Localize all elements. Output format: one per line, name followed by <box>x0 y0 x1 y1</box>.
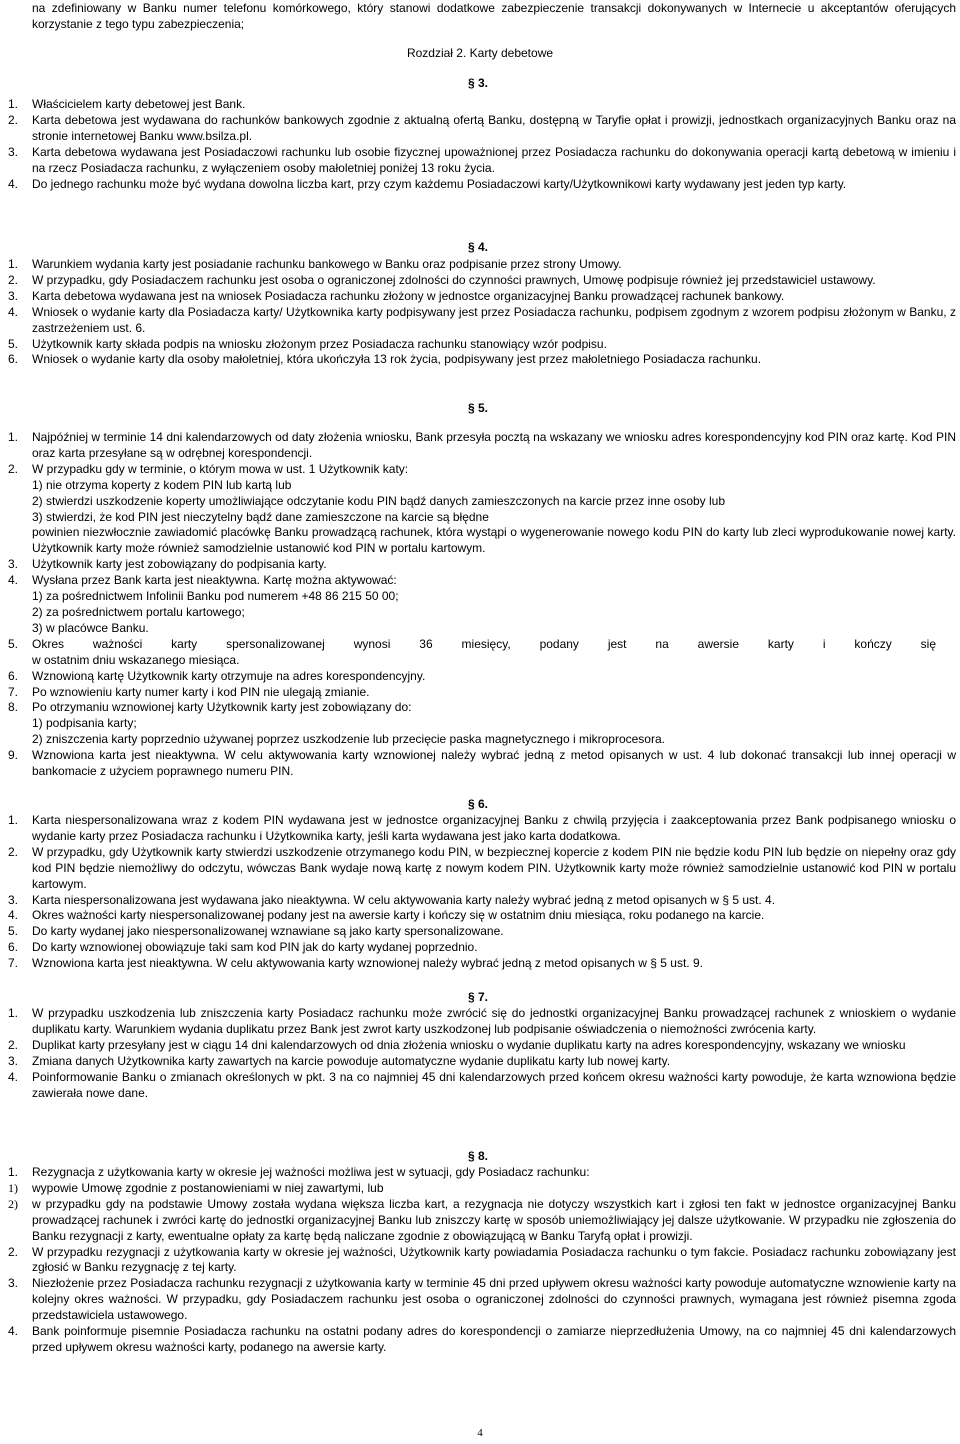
list-item: 2. Karta debetowa jest wydawana do rachunków bankowych zgodnie z aktualną ofertą Banku, dostępną w Taryfie opłat i prowizji, jednostkach organizacyjnych Banku oraz na stronie internetowej Banku www.bsilza.pl. <box>8 112 956 143</box>
section-3-heading: § 3. <box>468 76 489 90</box>
list-subitem: 2) zniszczenia karty poprzednio używanej poprzez uszkodzenie lub przecięcie paska magnetycznego i mikroprocesora. <box>32 732 665 747</box>
list-item: 4. Wysłana przez Bank karta jest nieaktywna. Kartę można aktywować: <box>8 573 397 588</box>
list-item: 3. Karta debetowa wydawana jest Posiadaczowi rachunku lub osobie fizycznej upoważnionej przez Posiadacza rachunku do dokonywania operacji kartą debetową w imieniu i na rzecz Posiadacza rachunku, z wyłączeniem osoby małoletniej poniżej 13 roku życia. <box>8 144 956 175</box>
list-subitem: 1) za pośrednictwem Infolinii Banku pod numerem +48 86 215 50 00; <box>32 589 399 604</box>
list-item: 1. Karta niespersonalizowana wraz z kodem PIN wydawana jest w jednostce organizacyjnej Banku z chwilą przyjęcia i zaakceptowania przez Bank podpisanego wniosku o wydanie karty przez Posiadacza rachunku i Użytkownika karty, jeśli karta wydawana jest jako karta dodatkowa. <box>8 813 956 843</box>
list-item: 5. Okres ważności karty spersonalizowanej wynosi 36 miesięcy, podany jest na awersie karty i kończy się <box>8 636 936 651</box>
list-subitem: 3) stwierdzi, że kod PIN jest nieczytelny bądź dane zamieszczone na karcie są błędne <box>32 509 489 524</box>
list-subitem: 2) stwierdzi uszkodzenie koperty umożliwiające odczytanie kodu PIN bądź danych zamieszczonych na karcie przez inne osoby lub <box>32 493 726 508</box>
list-item: 3. Zmiana danych Użytkownika karty zawartych na karcie powoduje automatyczne wydanie duplikatu karty lub nowej karty. <box>8 1053 671 1068</box>
list-subitem: 3) w placówce Banku. <box>32 620 149 635</box>
list-item: 3. Użytkownik karty jest zobowiązany do podpisania karty. <box>8 557 327 572</box>
list-subitem: powinien niezwłocznie zawiadomić placówkę Banku prowadzącą rachunek, która wystąpi o wygenerowanie nowego kodu PIN do karty lub zleci wyprodukowanie nowej karty. Użytkownik karty może również samodzielnie ustanowić kod PIN w portalu kartowym. <box>32 525 956 556</box>
list-item: 2. W przypadku rezygnacji z użytkowania karty w okresie jej ważności, Użytkownik karty powiadamia Posiadacza rachunku o tym fakcie. Posiadacz rachunku zobowiązany jest zgłosić w Banku rezygnację z tej karty. <box>8 1244 956 1275</box>
list-item: 2. Duplikat karty przesyłany jest w ciągu 14 dni kalendarzowych od dnia złożenia wniosku o wydanie duplikatu karty na adres korespondencyjny, wskazany we wniosku <box>8 1037 906 1052</box>
intro-paragraph: na zdefiniowany w Banku numer telefonu komórkowego, który stanowi dodatkowe zabezpieczenie transakcji dokonywanych w Internecie u akceptantów oferujących korzystanie z tego typu zabezpieczenia; <box>32 1 956 31</box>
section-7-list <box>8 1006 956 1101</box>
list-item: 6. Do karty wznowionej obowiązuje taki sam kod PIN jak do karty wydanej poprzednio. <box>8 940 478 955</box>
list-item: 4. Bank poinformuje pisemnie Posiadacza rachunku na ostatni podany adres do korespondencji o zamiarze nieprzedłużenia Umowy, na co najmniej 45 dni kalendarzowych przed upływem okresu ważności karty, podanego na awersie karty. <box>8 1324 956 1354</box>
list-item: 3. Karta debetowa wydawana jest na wniosek Posiadacza rachunku złożony w jednostce organizacyjnej Banku prowadzącej rachunek bankowy. <box>8 288 785 303</box>
list-subitem: 1) podpisania karty; <box>32 716 137 731</box>
list-item: 2. W przypadku gdy w terminie, o którym mowa w ust. 1 Użytkownik katy: <box>8 461 409 476</box>
section-6-heading: § 6. <box>468 797 489 811</box>
list-item: 6. Wznowioną kartę Użytkownik karty otrzymuje na adres korespondencyjny. <box>8 668 426 683</box>
section-4-list <box>8 257 956 368</box>
list-item: 3. Karta niespersonalizowana jest wydawana jako nieaktywna. W celu aktywowania karty należy wybrać jedną z metod opisanych w § 5 ust. 4. <box>8 892 776 907</box>
section-5-heading: § 5. <box>468 401 489 415</box>
section-3-list <box>8 97 956 192</box>
list-item: 5. Do karty wydanej jako niespersonalizowanej wznawiane są jako karty spersonalizowane. <box>8 924 504 939</box>
list-subitem: 2) za pośrednictwem portalu kartowego; <box>32 604 245 619</box>
list-item: 1. W przypadku uszkodzenia lub zniszczenia karty Posiadacz rachunku może zwrócić się do jednostki organizacyjnej Banku prowadzącej rachunek z wnioskiem o wydanie duplikatu karty. Warunkiem wydania duplikatu przez Bank jest zwrot karty uszkodzonej lub podpisanie oświadczenia o niemożności zwrócenia karty. <box>8 1006 956 1036</box>
list-item: 1. Rezygnacja z użytkowania karty w okresie jej ważności możliwa jest w sytuacji, gdy Posiadacz rachunku: <box>8 1165 590 1179</box>
list-item: 9. Wznowiona karta jest nieaktywna. W celu aktywowania karty wznowionej należy wybrać jedną z metod opisanych w ust. 4 lub dokonać transakcji lub innej operacji w bankomacie z użyciem poprawnego numeru PIN. <box>8 748 956 779</box>
list-subitem: 1) wypowie Umowę zgodnie z postanowieniami w niej zawartymi, lub <box>8 1180 384 1195</box>
list-item: 4. Poinformowanie Banku o zmianach określonych w pkt. 3 na co najmniej 45 dni kalendarzowych przed końcem okresu ważności karty powoduje, że karta wznowiona będzie zawierała nowe dane. <box>8 1069 956 1100</box>
list-item: 2. W przypadku, gdy Użytkownik karty stwierdzi uszkodzenie otrzymanego kodu PIN, w bezpiecznej kopercie z kodem PIN nie będzie kodu PIN lub będzie on niepełny oraz gdy kod PIN będzie niemożliwy do odczytu, wówczas Bank wydaje nową kartę z nowym kodem PIN. Użytkownik karty może również samodzielnie ustanowić kod PIN w portalu kartowym. <box>8 844 956 891</box>
section-7-heading: § 7. <box>468 990 489 1004</box>
section-5-list <box>8 430 956 780</box>
list-subitem: 2) w przypadku gdy na podstawie Umowy została wydana większa liczba kart, a rezygnacja nie dotyczy wszystkich kart i zgłosi ten fakt w jednostce organizacyjnej Banku prowadzącej rachunek i zwróci kartę do jednostki organizacyjnej Banku lub zniszczy kartę w sposób uniemożliwiający jej dalsze użytkowanie. W przypadku nie zgłoszenia do Banku rezygnacji z karty, ewentualne opłaty za kartę będą naliczane zgodnie z obowiązującą w Banku Taryfą opłat i prowizji. <box>8 1196 956 1243</box>
list-item: 7. Wznowiona karta jest nieaktywna. W celu aktywowania karty wznowionej należy wybrać jedną z metod opisanych w § 5 ust. 9. <box>8 956 703 971</box>
list-item: 5. Użytkownik karty składa podpis na wniosku złożonym przez Posiadacza rachunku stanowiący wzór podpisu. <box>8 336 607 351</box>
list-item: 6. Wniosek o wydanie karty dla osoby małoletniej, która ukończyła 13 rok życia, podpisywany jest przez małoletniego Posiadacza rachunku. <box>8 352 762 367</box>
list-item: 4. Okres ważności karty niespersonalizowanej podany jest na awersie karty i kończy się w ostatnim dniu miesiąca, roku podanego na karcie. <box>8 908 765 923</box>
list-subitem: 1) nie otrzyma koperty z kodem PIN lub kartą lub <box>32 477 292 492</box>
list-subitem: w ostatnim dniu wskazanego miesiąca. <box>32 652 240 667</box>
list-item: 1. Warunkiem wydania karty jest posiadanie rachunku bankowego w Banku oraz podpisanie przez strony Umowy. <box>8 257 622 271</box>
list-item: 2. W przypadku, gdy Posiadaczem rachunku jest osoba o ograniczonej zdolności do czynności prawnych, Umowę podpisuje również jej przedstawiciel ustawowy. <box>8 272 876 287</box>
list-item: 7. Po wznowieniu karty numer karty i kod PIN nie ulegają zmianie. <box>8 684 370 699</box>
section-8-heading: § 8. <box>468 1149 489 1163</box>
list-item: 1. Najpóźniej w terminie 14 dni kalendarzowych od daty złożenia wniosku, Bank przesyła pocztą na wskazany we wniosku adres korespondencyjny kod PIN oraz kartę. Kod PIN oraz karta przesyłane są w odrębnej korespondencji. <box>8 430 956 460</box>
section-6-list <box>8 813 956 972</box>
section-8-list <box>8 1165 956 1356</box>
list-item: 3. Niezłożenie przez Posiadacza rachunku rezygnacji z użytkowania karty w terminie 45 dni przed upływem okresu ważności karty powoduje automatyczne wznowienie karty na kolejny okres ważności. W przypadku, gdy Posiadaczem rachunku jest osoba o ograniczonej zdolności do czynności prawnych, wymagana jest również pisemna zgoda przedstawiciela ustawowego. <box>8 1276 956 1323</box>
list-item: 4. Wniosek o wydanie karty dla Posiadacza karty/ Użytkownika karty podpisywany jest przez Posiadacza rachunku, podpisem zgodnym z wzorem podpisu złożonym w Banku, z zastrzeżeniem ust. 6. <box>8 304 956 335</box>
list-item: 1. Właścicielem karty debetowej jest Bank. <box>8 97 246 111</box>
page-number: 4 <box>477 1427 483 1439</box>
list-item: 8. Po otrzymaniu wznowionej karty Użytkownik karty jest zobowiązany do: <box>8 700 412 715</box>
section-4-heading: § 4. <box>468 240 489 254</box>
list-item: 4. Do jednego rachunku może być wydana dowolna liczba kart, przy czym każdemu Posiadaczowi karty/Użytkownikowi karty wydawany jest jeden typ karty. <box>8 176 847 191</box>
chapter-heading: Rozdział 2. Karty debetowe <box>406 46 554 60</box>
